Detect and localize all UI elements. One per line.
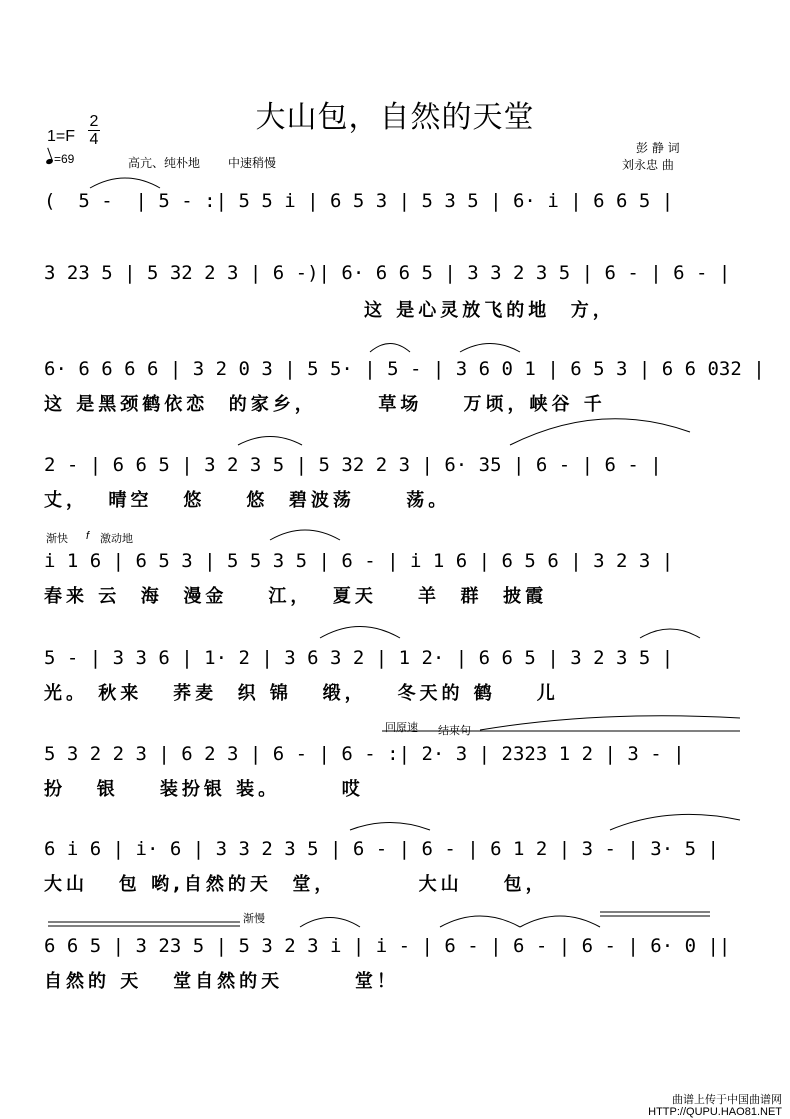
- lyrics-line: 这 是心灵放飞的地 方，: [364, 300, 615, 321]
- notes-line: 5 - | 3 3 6 | 1· 2 | 3 6 3 2 | 1 2· | 6 6 5 | 3 2 3 5 |: [44, 647, 674, 669]
- lyrics-line: 春来 云 海 漫金 江， 夏天 羊 群 披霞: [44, 586, 548, 607]
- marking-jidong: 激动地: [100, 533, 133, 545]
- notes-line: 3 23 5 | 5 32 2 3 | 6 -)| 6· 6 6 5 | 3 3 2 3 5 | 6 - | 6 - |: [44, 262, 731, 284]
- lyrics-line: 丈， 晴空 悠 悠 碧波荡 荡。: [44, 490, 451, 511]
- footer-line-2: HTTP://QUPU.HAO81.NET: [648, 1106, 782, 1118]
- marking-jiankuai: 渐快: [46, 533, 68, 545]
- lyrics-line: 这 是黑颈鹤依恋 的家乡， 草场 万顷，峡谷 千: [44, 394, 606, 415]
- notes-line: 6 i 6 | i· 6 | 3 3 2 3 5 | 6 - | 6 - | 6 1 2 | 3 - | 3· 5 |: [44, 838, 719, 860]
- marking-huiyuansu: 回原速: [385, 722, 418, 734]
- score-title: 大山包，自然的天堂: [255, 100, 535, 135]
- marking-jianman: 渐慢: [243, 913, 265, 925]
- lyrics-line: 大山 包 哟,自然的天 堂， 大山 包，: [44, 874, 548, 895]
- tempo-word: 中速稍慢: [228, 156, 277, 170]
- marking-jiesu: 结束句: [438, 725, 471, 737]
- footer-line-1: 曲谱上传于中国曲谱网: [672, 1094, 782, 1106]
- composer-credit: 刘永忠 曲: [622, 158, 674, 172]
- lyrics-line: 扮 银 装扮银 装。 哎: [44, 779, 364, 800]
- notes-line: i 1 6 | 6 5 3 | 5 5 3 5 | 6 - | i 1 6 | 6 5 6 | 3 2 3 |: [44, 550, 674, 572]
- expression-marking: 高亢、纯朴地: [128, 156, 201, 170]
- marking-forte: f: [86, 530, 90, 542]
- lyrics-line: 自然的 天 堂自然的天 堂！: [44, 971, 399, 992]
- notes-line: 5 3 2 2 3 | 6 2 3 | 6 - | 6 - :| 2· 3 | 2323 1 2 | 3 - |: [44, 743, 685, 765]
- watermark-footer: [648, 1094, 782, 1118]
- notes-line: ( 5 - | 5 - :| 5 5 i | 6 5 3 | 5 3 5 | 6· i | 6 6 5 |: [44, 190, 674, 212]
- meter-top: 2: [89, 113, 99, 130]
- notes-line: 2 - | 6 6 5 | 3 2 3 5 | 5 32 2 3 | 6· 35 | 6 - | 6 - |: [44, 454, 662, 476]
- notes-line: 6 6 5 | 3 23 5 | 5 3 2 3 i | i - | 6 - | 6 - | 6 - | 6· 0 ||: [44, 935, 731, 957]
- lyrics-line: 光。 秋来 荞麦 织 锦 缎， 冬天的 鹤 儿: [44, 683, 559, 704]
- tempo-value: =69: [54, 152, 75, 166]
- lyricist-credit: 彭 静 词: [636, 141, 680, 155]
- meter-bottom: 4: [89, 131, 99, 148]
- notes-line: 6· 6 6 6 6 | 3 2 0 3 | 5 5· | 5 - | 3 6 0 1 | 6 5 3 | 6 6 032 |: [44, 358, 765, 380]
- key-signature: 1=F: [47, 128, 76, 145]
